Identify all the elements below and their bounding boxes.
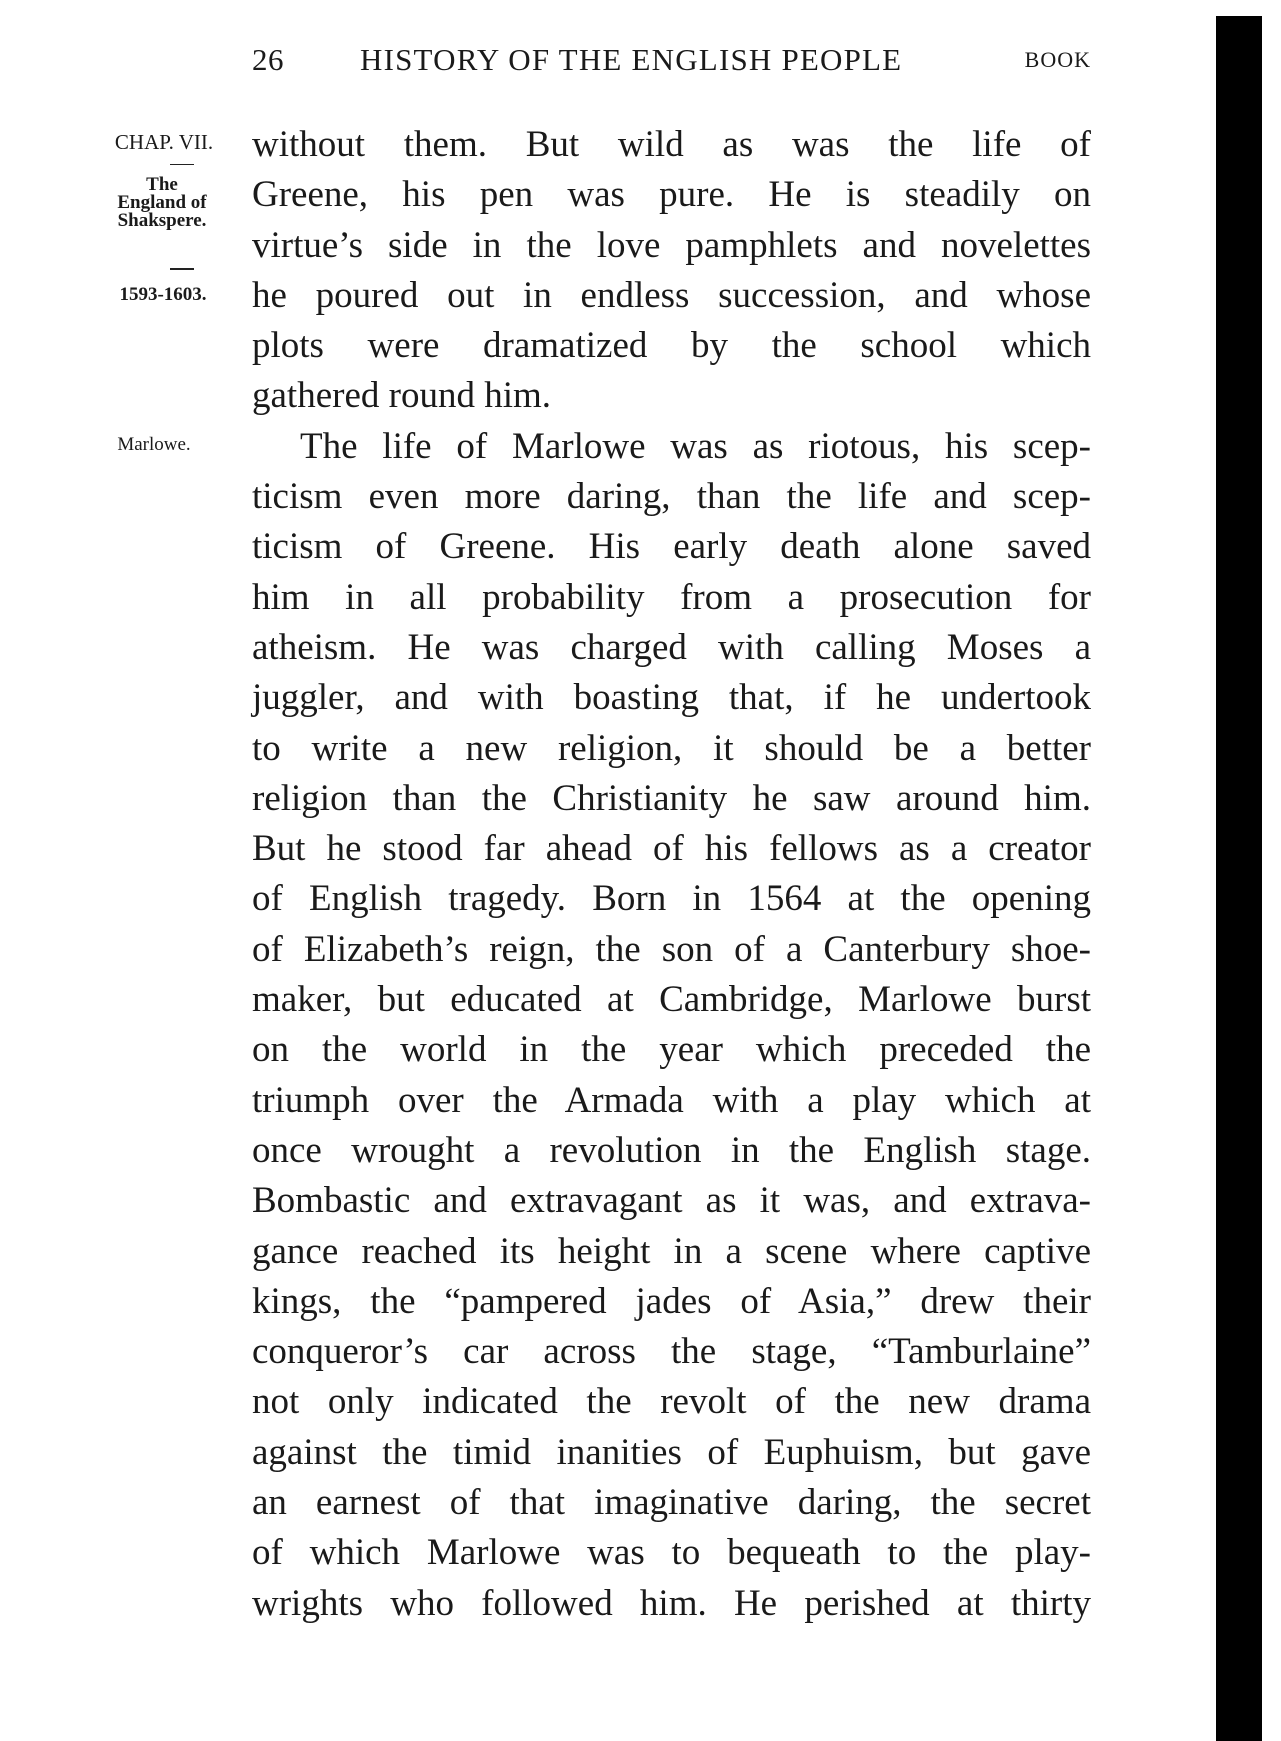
text-line: to write a new religion, it should be a better [252, 727, 1091, 769]
running-header [252, 42, 1091, 82]
scan-edge-bar [1216, 16, 1262, 1741]
text-line: on the world in the year which preceded the [252, 1029, 1091, 1071]
book-label: BOOK [1024, 47, 1091, 72]
text-line: of English tragedy. Born in 1564 at the opening [252, 878, 1091, 920]
text-line: wrights who followed him. He perished at thirty [252, 1582, 1091, 1624]
text-line: he poured out in endless succession, and whose [252, 274, 1091, 316]
text-line: of which Marlowe was to bequeath to the play- [252, 1532, 1091, 1574]
text-line: Greene, his pen was pure. He is steadily on [252, 174, 1091, 216]
text-line: Bombastic and extravagant as it was, and extrava- [252, 1180, 1091, 1222]
text-line: ticism even more daring, than the life and scep- [252, 476, 1091, 518]
text-line: ticism of Greene. His early death alone saved [252, 526, 1091, 568]
margin-section-line: The [146, 174, 178, 195]
text-line: virtue’s side in the love pamphlets and novelettes [252, 224, 1091, 266]
text-line: gance reached its height in a scene where captive [252, 1230, 1091, 1272]
text-line: atheism. He was charged with calling Moses a [252, 626, 1091, 668]
text-line: him in all probability from a prosecution for [252, 576, 1091, 618]
text-line: without them. But wild as was the life of [252, 124, 1091, 165]
text-line: triumph over the Armada with a play which at [252, 1079, 1091, 1121]
text-line: conqueror’s car across the stage, “Tamburlaine” [252, 1331, 1091, 1373]
text-line: gathered round him. [252, 375, 551, 417]
text-line: once wrought a revolution in the English stage. [252, 1129, 1091, 1171]
text-line: But he stood far ahead of his fellows as a creator [252, 828, 1091, 870]
margin-section-line: England of [117, 192, 207, 213]
text-line: plots were dramatized by the school which [252, 325, 1091, 367]
text-line: not only indicated the revolt of the new drama [252, 1381, 1091, 1423]
text-line: maker, but educated at Cambridge, Marlowe burst [252, 979, 1091, 1021]
margin-marlowe: Marlowe. [117, 434, 191, 455]
page-number: 26 [252, 42, 284, 77]
text-line: kings, the “pampered jades of Asia,” drew their [252, 1280, 1091, 1322]
margin-rule [170, 268, 194, 270]
text-line: juggler, and with boasting that, if he undertook [252, 677, 1091, 719]
text-line: religion than the Christianity he saw around him. [252, 777, 1091, 819]
margin-rule [170, 164, 194, 165]
text-line: an earnest of that imaginative daring, the secret [252, 1482, 1091, 1524]
body-text [252, 120, 1091, 1629]
margin-chapter: CHAP. VII. [114, 130, 214, 154]
text-line: The life of Marlowe was as riotous, his scep- [300, 425, 1091, 467]
text-line: of Elizabeth’s reign, the son of a Canterbury shoe- [252, 928, 1091, 970]
margin-section-line: Shakspere. [117, 210, 207, 231]
margin-dates: 1593-1603. [119, 284, 207, 305]
margin-section-title [92, 176, 232, 230]
running-title: HISTORY OF THE ENGLISH PEOPLE [360, 42, 903, 77]
text-line: against the timid inanities of Euphuism, but gave [252, 1431, 1091, 1473]
